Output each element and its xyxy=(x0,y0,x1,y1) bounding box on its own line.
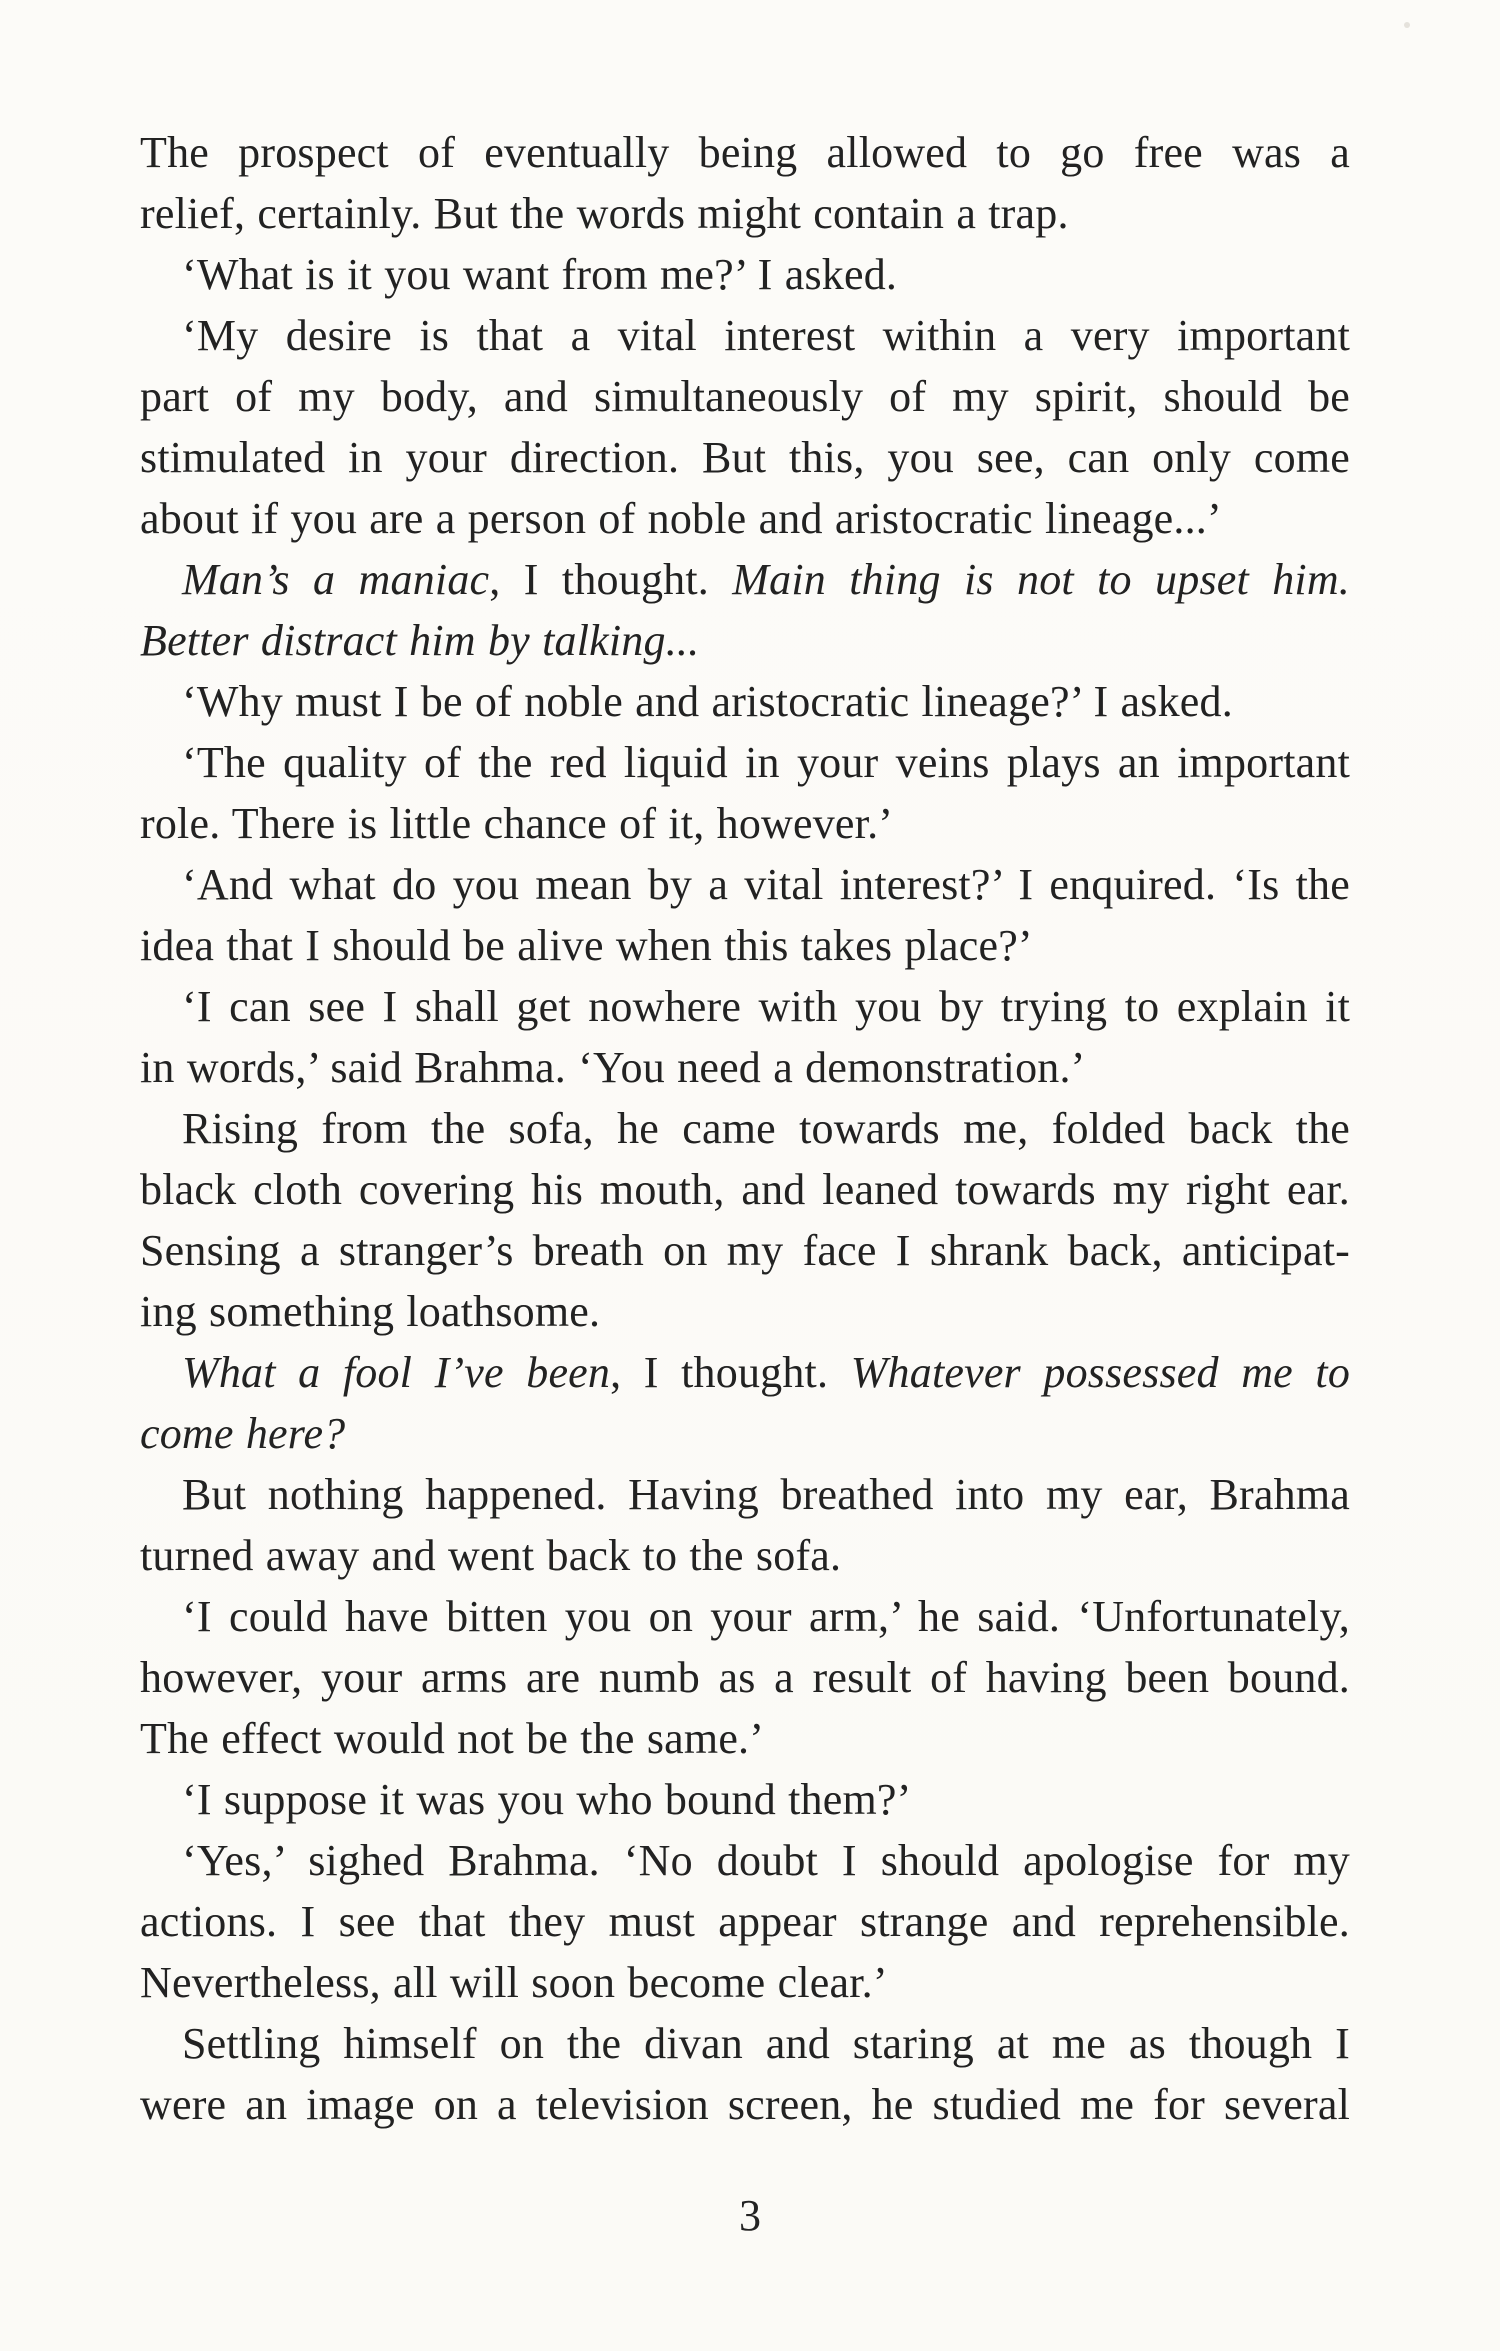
text-line: ‘My desire is that a vital interest within a very important xyxy=(182,311,1350,360)
text-line: Settling himself on the divan and staring at me as though I xyxy=(182,2019,1350,2068)
paragraph xyxy=(140,854,1350,976)
paragraph xyxy=(140,671,1350,732)
paragraph xyxy=(140,1098,1350,1342)
text-line: in words,’ said Brahma. ‘You need a demonstration.’ xyxy=(140,1043,1086,1092)
paragraph xyxy=(140,732,1350,854)
text-line: Nevertheless, all will soon become clear.’ xyxy=(140,1958,888,2007)
text-line xyxy=(140,1403,1350,1464)
italic-thought: come here? xyxy=(140,1409,346,1458)
text-line: Sensing a stranger’s breath on my face I shrank back, anticipat- xyxy=(140,1226,1350,1275)
body-text xyxy=(140,122,1350,2135)
text-line: ing something loathsome. xyxy=(140,1287,601,1336)
italic-thought: What a fool I’ve been xyxy=(182,1348,611,1397)
paragraph xyxy=(140,1342,1350,1464)
italic-thought: Main thing is not to upset him. xyxy=(732,555,1351,604)
page-number: 3 xyxy=(739,2191,761,2240)
paragraph xyxy=(140,1830,1350,2013)
page-speck xyxy=(1404,22,1410,28)
text-line: ‘The quality of the red liquid in your veins plays an important xyxy=(182,738,1350,787)
text-line: stimulated in your direction. But this, you see, can only come xyxy=(140,433,1350,482)
paragraph xyxy=(140,1586,1350,1769)
text-line xyxy=(140,610,1350,671)
text-line: The effect would not be the same.’ xyxy=(140,1714,765,1763)
text-run: , I thought. xyxy=(610,1348,851,1397)
text-line: were an image on a television screen, he studied me for several xyxy=(140,2080,1350,2129)
text-run: , I thought. xyxy=(489,555,733,604)
text-line: part of my body, and simultaneously of my spirit, should be xyxy=(140,372,1350,421)
text-line: ‘What is it you want from me?’ I asked. xyxy=(182,250,898,299)
text-line: idea that I should be alive when this takes place?’ xyxy=(140,921,1033,970)
paragraph xyxy=(140,2013,1350,2135)
text-line: ‘Why must I be of noble and aristocratic lineage?’ I asked. xyxy=(182,677,1233,726)
text-line: ‘Yes,’ sighed Brahma. ‘No doubt I should apologise for my xyxy=(182,1836,1350,1885)
italic-thought: Man’s a maniac xyxy=(182,555,490,604)
paragraph xyxy=(140,549,1350,671)
paragraph xyxy=(140,976,1350,1098)
paragraph xyxy=(140,244,1350,305)
paragraph xyxy=(140,1464,1350,1586)
paragraph xyxy=(140,1769,1350,1830)
text-line: ‘I suppose it was you who bound them?’ xyxy=(182,1775,912,1824)
italic-thought: Better distract him by talking... xyxy=(140,616,700,665)
text-line: however, your arms are numb as a result of having been bound. xyxy=(140,1653,1350,1702)
text-line: role. There is little chance of it, however.’ xyxy=(140,799,894,848)
text-line: actions. I see that they must appear strange and reprehensible. xyxy=(140,1897,1350,1946)
paragraph xyxy=(140,122,1350,244)
text-line: ‘I can see I shall get nowhere with you by trying to explain it xyxy=(182,982,1350,1031)
text-line: about if you are a person of noble and aristocratic lineage...’ xyxy=(140,494,1222,543)
paragraph xyxy=(140,305,1350,549)
text-line: ‘I could have bitten you on your arm,’ he said. ‘Unfortunately, xyxy=(182,1592,1350,1641)
text-line xyxy=(140,1342,1350,1403)
text-line: ‘And what do you mean by a vital interest?’ I enquired. ‘Is the xyxy=(182,860,1350,909)
italic-thought: Whatever possessed me to xyxy=(850,1348,1351,1397)
text-line: Rising from the sofa, he came towards me, folded back the xyxy=(182,1104,1350,1153)
text-line: But nothing happened. Having breathed into my ear, Brahma xyxy=(182,1470,1350,1519)
text-line xyxy=(140,549,1350,610)
text-line: turned away and went back to the sofa. xyxy=(140,1531,842,1580)
text-line: black cloth covering his mouth, and leaned towards my right ear. xyxy=(140,1165,1350,1214)
text-line: relief, certainly. But the words might contain a trap. xyxy=(140,189,1069,238)
text-line: The prospect of eventually being allowed to go free was a xyxy=(140,128,1350,177)
